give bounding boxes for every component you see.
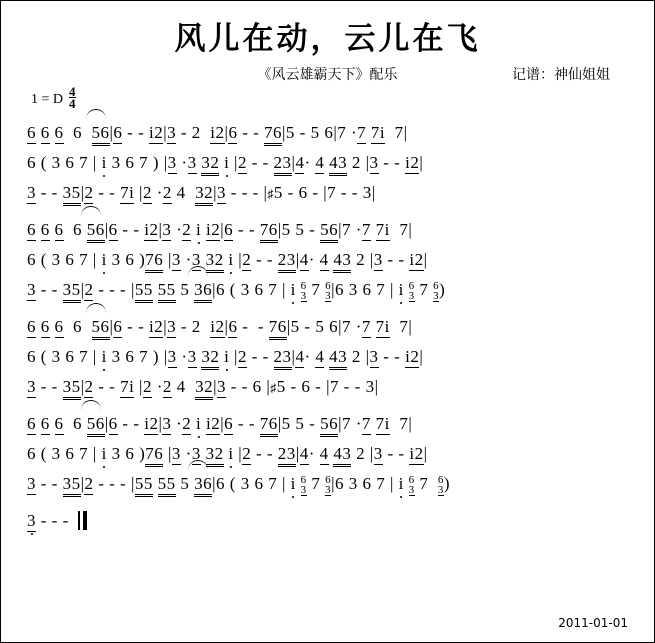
notation-line: 6 ( 3 6 7 | i 3 6 7 ) |3 ·3 32 i |2 - - 23|4· 4 43 2 |3 - - i2|: [27, 148, 628, 178]
notation-line-final: 3 - - -: [27, 506, 628, 536]
page-title: 风儿在动，云儿在飞: [174, 21, 481, 57]
time-signature: [69, 86, 76, 109]
time-signature-numerator: 4: [69, 84, 76, 99]
notation-line: 6 ( 3 6 7 | i 3 6 )76 |3 ·3 32 i |2 - - 23|4· 4 43 2 |3 - - i2|: [27, 245, 628, 275]
notation-line: 6 ( 3 6 7 | i 3 6 7 ) |3 ·3 32 i |2 - - 23|4· 4 43 2 |3 - - i2|: [27, 342, 628, 372]
date-label: 2011-01-01: [558, 616, 628, 630]
notation-body: [27, 118, 628, 536]
notation-line: 6 ( 3 6 7 | i 3 6 )76 |3 ·3 32 i |2 - - 23|4· 4 43 2 |3 - - i2|: [27, 439, 628, 469]
notation-line: 3 - - 35|2 - - 7i |2 ·2 4 32|3 - - 6 |♯5 - 6 - |7 - - 3|: [27, 372, 628, 402]
notation-line: 3 - - 35|2 - - - |55 55 5 36|6 ( 3 6 7 | i 6 3 7 6 3 |6 3 6 7 | i 6 3 7 6 3 ): [27, 275, 628, 305]
subtitle-row: [1, 64, 654, 86]
notation-line: 6 6 6 6 56|6 - - i2|3 ·2 i i2|6 - - 76|5 5 - 56|7 ·7 7i 7|: [27, 215, 628, 245]
final-barline-icon: [78, 511, 87, 530]
notation-line: 3 - - 35|2 - - - |55 55 5 36|6 ( 3 6 7 | i 6 3 7 6 3 |6 3 6 7 | i 6 3 7 6 3 ): [27, 469, 628, 499]
notation-line: 6 6 6 6 56|6 - - i2|3 ·2 i i2|6 - - 76|5 5 - 56|7 ·7 7i 7|: [27, 409, 628, 439]
key-signature: 1 = D: [31, 92, 64, 107]
notation-line: 6 6 6 6 56|6 - - i2|3 - 2 i2|6 - - 76|5 - 5 6|7 ·7 7i 7|: [27, 118, 628, 148]
subtitle: 《风云雄霸天下》配乐: [257, 67, 398, 83]
credit-notation-by: 记谱：神仙姐姐: [512, 67, 610, 83]
time-signature-denominator: 4: [69, 96, 76, 111]
notation-line: 6 6 6 6 56|6 - - i2|3 - 2 i2|6 - - 76|5 - 5 6|7 ·7 7i 7|: [27, 312, 628, 342]
notation-line: 3 - - 35|2 - - 7i |2 ·2 4 32|3 - - - |♯5 - 6 - |7 - - 3|: [27, 178, 628, 208]
